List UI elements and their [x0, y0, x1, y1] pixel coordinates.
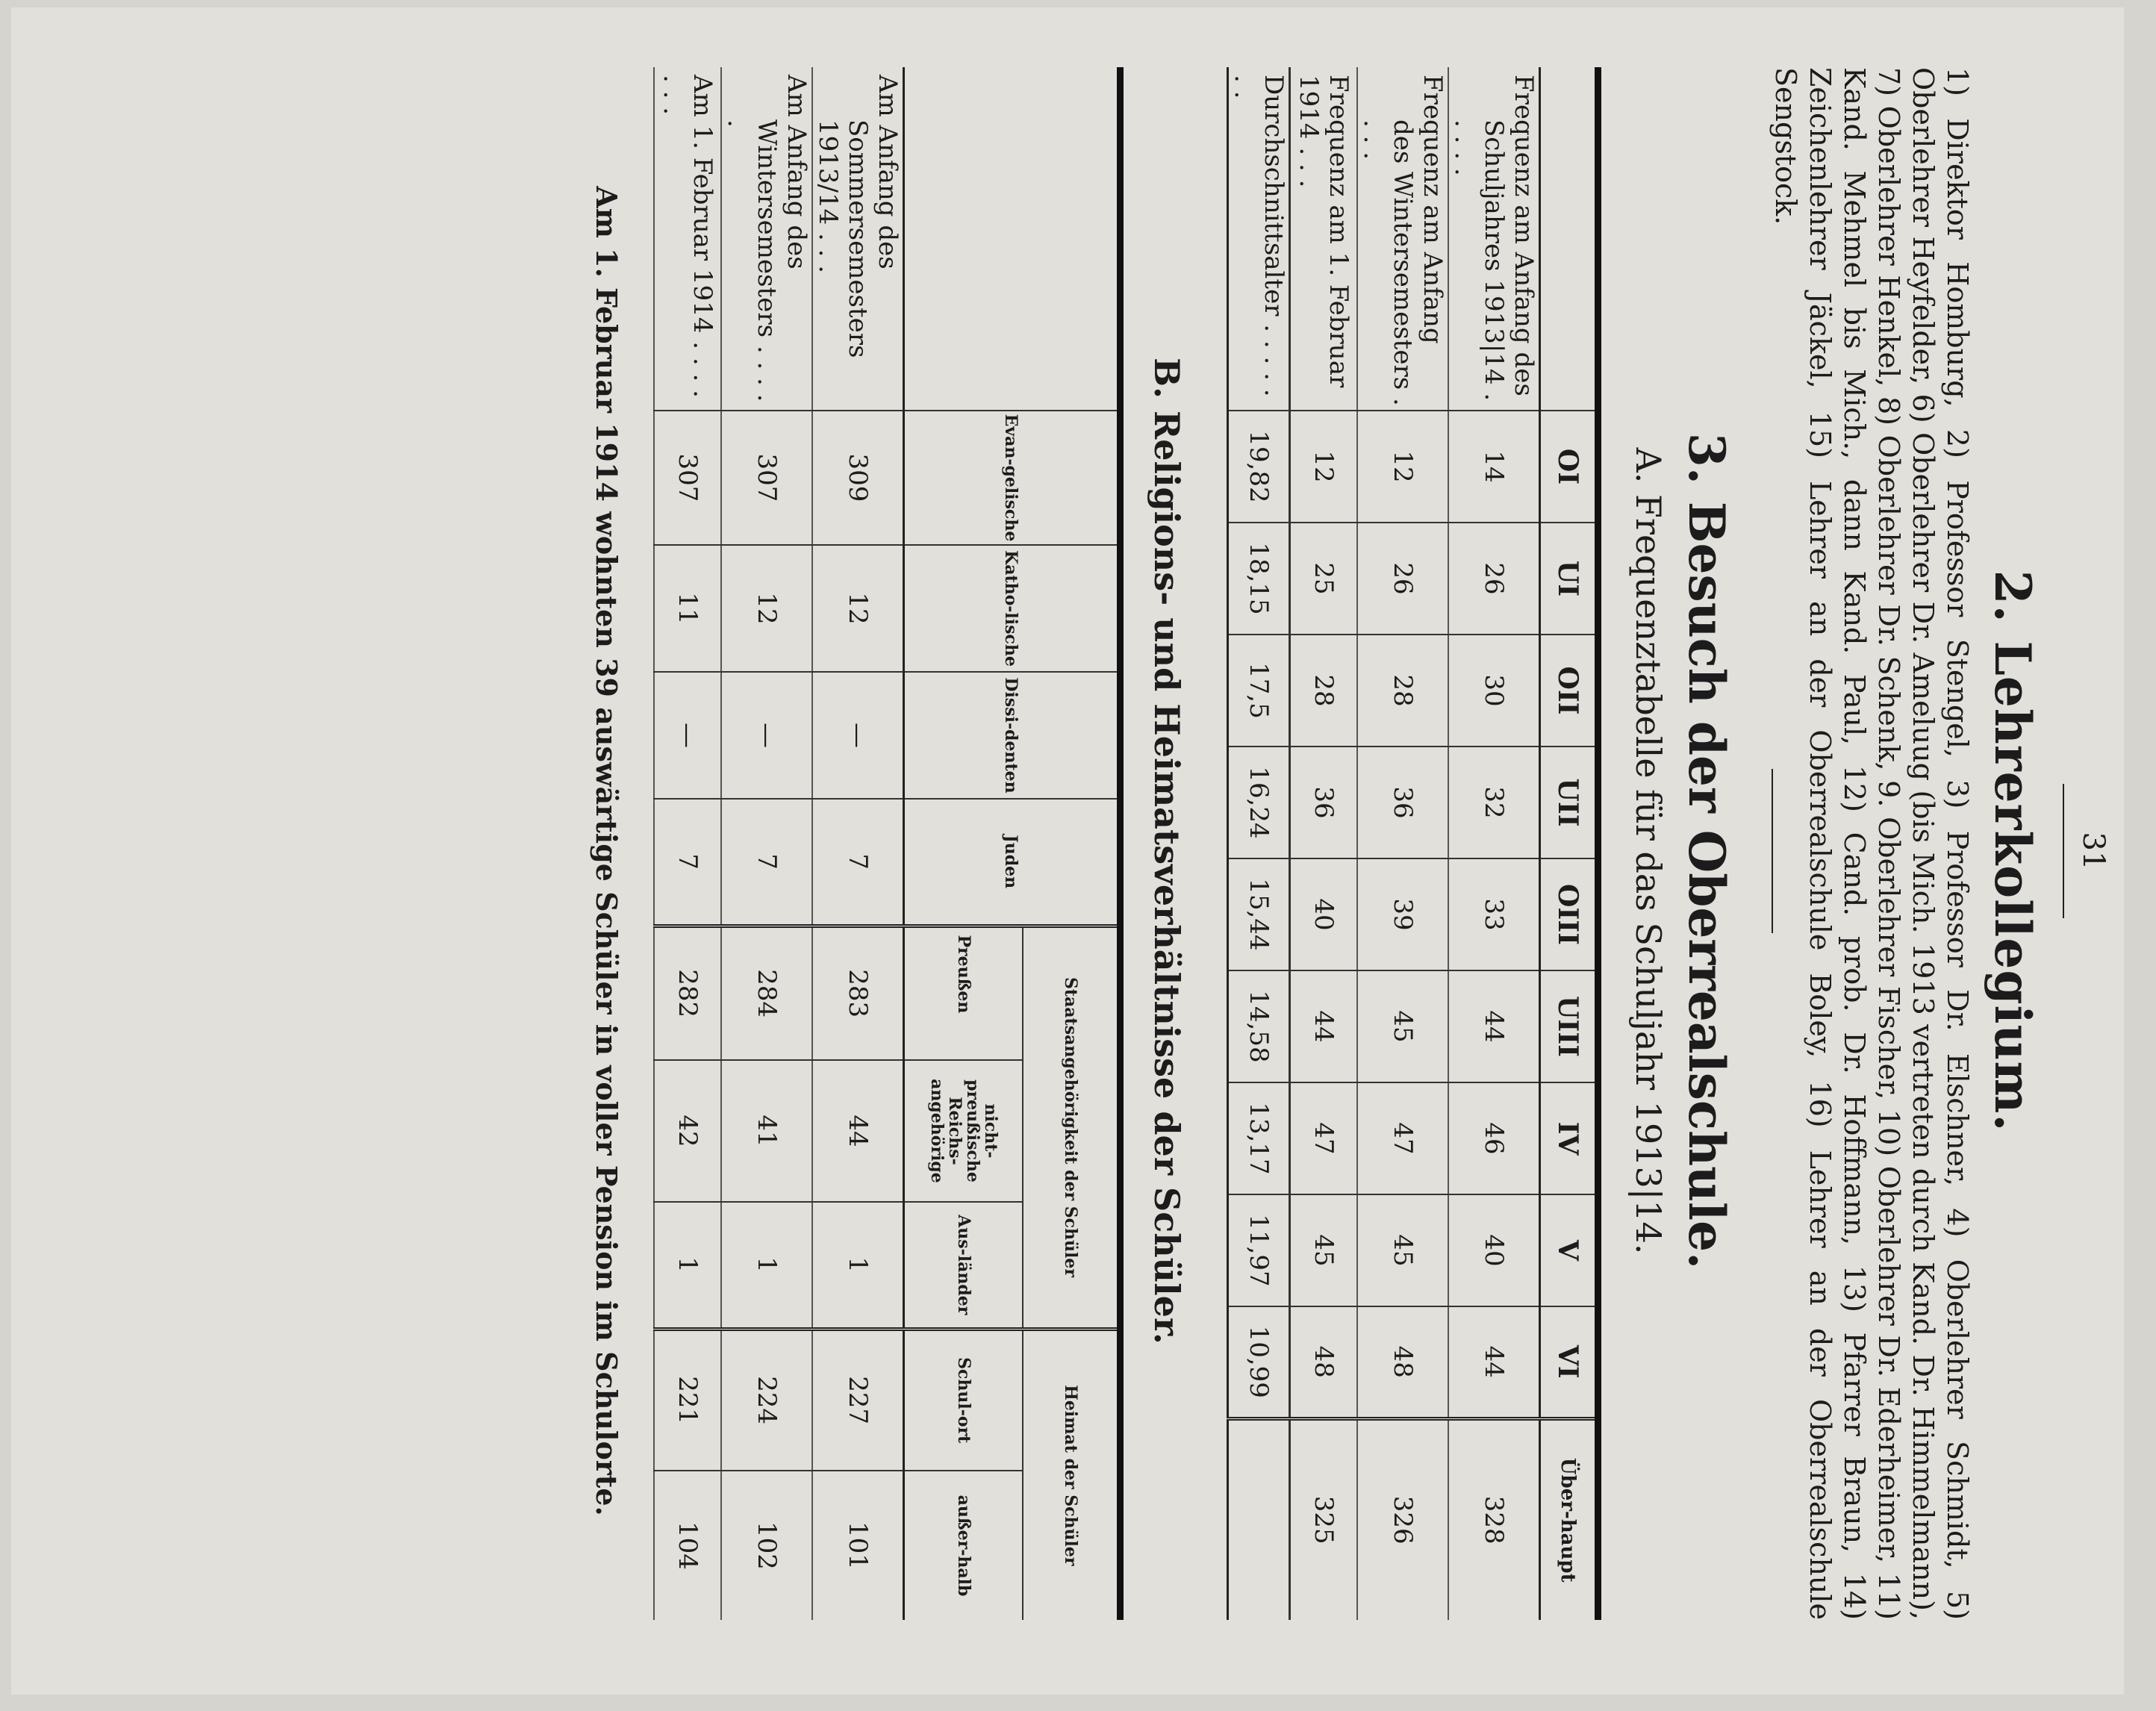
- table-cell: 18,15: [1228, 523, 1290, 635]
- table-cell: 26: [1448, 523, 1540, 635]
- table-cell: 1: [721, 1202, 812, 1329]
- table-cell: 221: [654, 1329, 721, 1471]
- row-label: Am Anfang des Sommersemesters 1913/14 . . .: [813, 75, 903, 358]
- table-cell: 14: [1448, 411, 1540, 523]
- section-title-besuch: 3. Besuch der Oberrealschule.: [1677, 432, 1736, 1270]
- row-label: Am Anfang des Wintersemesters . . . . .: [722, 75, 811, 402]
- table-cell: 11,97: [1228, 1194, 1290, 1306]
- table-cell: 12: [1290, 411, 1357, 523]
- header-blank: [1540, 67, 1598, 411]
- table-cell: 44: [1448, 970, 1540, 1082]
- column-header: VI: [1540, 1306, 1598, 1418]
- table-cell: 47: [1357, 1082, 1448, 1194]
- column-header: Juden: [904, 799, 1121, 926]
- table-cell: 44: [1290, 970, 1357, 1082]
- table-row: [1357, 67, 1448, 1620]
- row-label: Frequenz am Anfang des Schuljahres 1913|14 . . . . .: [1449, 75, 1539, 402]
- divider-rule: [2063, 784, 2064, 918]
- subtitle-frequenztabelle: A. Frequenztabelle für das Schuljahr 1913|14.: [1628, 447, 1669, 1255]
- table-cell: 26: [1357, 523, 1448, 635]
- table-cell-total: 325: [1290, 1418, 1357, 1620]
- table-cell: 12: [812, 545, 904, 672]
- table-cell: 284: [721, 926, 812, 1060]
- column-header: OI: [1540, 411, 1598, 523]
- column-header: OIII: [1540, 858, 1598, 970]
- table-cell: 47: [1290, 1082, 1357, 1194]
- footnote-boarding-students: Am 1. Februar 1914 wohnten 39 auswärtige Schüler in voller Pension im Schulorte.: [590, 186, 623, 1516]
- table-cell: 101: [812, 1471, 904, 1620]
- table-cell: 12: [721, 545, 812, 672]
- column-header: Dissi-denten: [904, 672, 1121, 799]
- table-cell: 39: [1357, 858, 1448, 970]
- table-cell: 17,5: [1228, 635, 1290, 747]
- table-cell: 32: [1448, 747, 1540, 858]
- table-cell: 13,17: [1228, 1082, 1290, 1194]
- table-cell: 19,82: [1228, 411, 1290, 523]
- table-cell: —: [654, 672, 721, 799]
- table-cell: 36: [1357, 747, 1448, 858]
- table-cell: 227: [812, 1329, 904, 1471]
- table-cell: 283: [812, 926, 904, 1060]
- table-cell: 40: [1448, 1194, 1540, 1306]
- table-cell: 282: [654, 926, 721, 1060]
- column-header: OII: [1540, 635, 1598, 747]
- table-row: [1290, 67, 1357, 1620]
- row-label: Am 1. Februar 1914 . . . . . . .: [658, 75, 717, 398]
- column-header: V: [1540, 1194, 1598, 1306]
- table-cell: 30: [1448, 635, 1540, 747]
- table-row: [1448, 67, 1540, 1620]
- table-cell-total: 326: [1357, 1418, 1448, 1620]
- table-cell: 28: [1357, 635, 1448, 747]
- column-header: UI: [1540, 523, 1598, 635]
- column-header: IV: [1540, 1082, 1598, 1194]
- table-cell: 15,44: [1228, 858, 1290, 970]
- table-cell: 45: [1357, 970, 1448, 1082]
- row-label: Frequenz am 1. Februar 1914 . . .: [1294, 75, 1354, 388]
- group-header-heimat: Heimat der Schüler: [1024, 1329, 1121, 1620]
- table-cell: 48: [1357, 1306, 1448, 1418]
- table-cell: 25: [1290, 523, 1357, 635]
- column-header-total: Über-haupt: [1540, 1418, 1598, 1620]
- table-cell: 48: [1290, 1306, 1357, 1418]
- table-cell: 307: [654, 411, 721, 545]
- document-page: [11, 7, 2124, 1695]
- table-cell: 42: [654, 1060, 721, 1202]
- table-cell: 40: [1290, 858, 1357, 970]
- table-cell: 44: [1448, 1306, 1540, 1418]
- staff-list-paragraph: 1) Direktor Homburg, 2) Professor Stengel, 3) Professor Dr. Elschner, 4) Oberlehrer Schmidt, 5) Oberlehrer Heyfelder, 6) Oberlehrer Dr. Ameluug (bis Mich. 1913 vertreten durch Kand. Dr. Himmelmann), 7) Oberlehrer Henkel, 8) Oberlehrer Dr. Schenk, 9. Oberlehrer Fischer, 10) Oberlehrer Dr. Ederheimer, 11) Kand. Mehmel bis Mich., dann Kand. Paul, 12) Cand. prob. Dr. Hoffmann, 13) Pfarrer Braun, 14) Zeichenlehrer Jäckel, 15) Lehrer an der Oberrealschule Boley, 16) Lehrer an der Oberrealschule Sengstock.: [1769, 67, 1974, 1620]
- column-header: außer-halb: [904, 1471, 1024, 1620]
- table-cell: 224: [721, 1329, 812, 1471]
- page-number: 31: [2076, 832, 2110, 870]
- table-row: [654, 67, 721, 1620]
- table-row-average-age: [1228, 67, 1290, 1620]
- frequency-table: [1227, 67, 1602, 1620]
- divider-rule: [1772, 769, 1773, 933]
- table-cell: 10,99: [1228, 1306, 1290, 1418]
- table-cell: 102: [721, 1471, 812, 1620]
- subtitle-religion-heimat: B. Religions- und Heimatsverhältnisse der Schüler.: [1147, 358, 1187, 1344]
- column-header: Preußen: [904, 926, 1024, 1060]
- table-cell: 7: [812, 799, 904, 926]
- table-cell: 14,58: [1228, 970, 1290, 1082]
- header-blank: [904, 67, 1121, 411]
- row-label: Frequenz am Anfang des Wintersemesters . . . .: [1358, 75, 1448, 406]
- column-header: Evan-gelische: [904, 411, 1121, 545]
- table-cell: 41: [721, 1060, 812, 1202]
- table-cell-total: [1228, 1418, 1290, 1620]
- column-header: UIII: [1540, 970, 1598, 1082]
- table-cell: 309: [812, 411, 904, 545]
- table-row: [721, 67, 812, 1620]
- table-cell: 1: [654, 1202, 721, 1329]
- column-header: Aus-länder: [904, 1202, 1024, 1329]
- group-header-staatsangehoerigkeit: Staatsangehörigkeit der Schüler: [1024, 926, 1121, 1329]
- table-cell: 28: [1290, 635, 1357, 747]
- table-cell: 11: [654, 545, 721, 672]
- table-cell: 45: [1357, 1194, 1448, 1306]
- table-cell: 12: [1357, 411, 1448, 523]
- table-cell: 1: [812, 1202, 904, 1329]
- row-label: Durchschnittsalter . . . . . . .: [1229, 75, 1289, 397]
- column-header: UII: [1540, 747, 1598, 858]
- table-header-group-row: [1024, 67, 1121, 1620]
- table-cell: 16,24: [1228, 747, 1290, 858]
- table-cell: 36: [1290, 747, 1357, 858]
- table-header-row: [1540, 67, 1598, 1620]
- table-row: [812, 67, 904, 1620]
- table-cell: 7: [721, 799, 812, 926]
- table-cell: 33: [1448, 858, 1540, 970]
- table-cell: 104: [654, 1471, 721, 1620]
- table-cell: —: [721, 672, 812, 799]
- table-cell-total: 328: [1448, 1418, 1540, 1620]
- column-header: Katho-lische: [904, 545, 1121, 672]
- table-cell: 45: [1290, 1194, 1357, 1306]
- table-cell: 307: [721, 411, 812, 545]
- table-cell: —: [812, 672, 904, 799]
- religion-origin-table: [653, 67, 1124, 1620]
- table-cell: 44: [812, 1060, 904, 1202]
- column-header: Schul-ort: [904, 1329, 1024, 1471]
- table-cell: 7: [654, 799, 721, 926]
- table-cell: 46: [1448, 1082, 1540, 1194]
- column-header: nicht-preußische Reichs-angehörige: [904, 1060, 1024, 1202]
- section-title-lehrerkollegium: 2. Lehrerkollegium.: [1984, 570, 2042, 1132]
